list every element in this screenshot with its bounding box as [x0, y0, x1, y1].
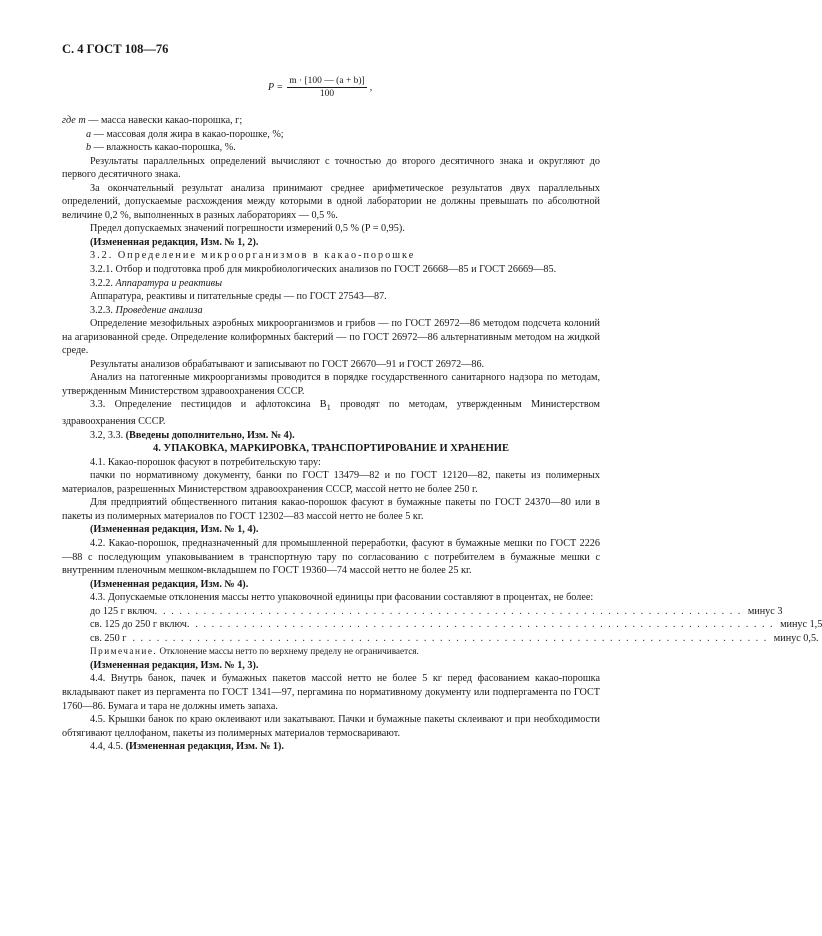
section-heading: 3.2. Определение микроорганизмов в какао-порошке — [90, 250, 416, 262]
formula-numerator: m · [100 — (a + b)] — [289, 76, 365, 86]
where-symbol: где m — [62, 115, 86, 126]
subsection-heading — [62, 277, 600, 291]
where-line-m — [62, 114, 600, 128]
subsection-title: Аппаратура и реактивы — [115, 277, 223, 289]
subsection-number: 3.2.3. — [90, 304, 113, 316]
formula — [268, 76, 372, 99]
paragraph — [62, 398, 600, 428]
document-body — [62, 114, 822, 754]
paragraph: Для предприятий общественного питания какао-порошок фасуют в бумажные пакеты по ГОСТ 24370—80 или в пакеты из полимерных материалов по ГОСТ 12302—83 массой нетто не более 5 кг. — [62, 497, 600, 522]
amendment-text: (Измененная редакция, Изм. № 1). — [125, 741, 284, 753]
page-header: С. 4 ГОСТ 108—76 — [62, 42, 169, 56]
paragraph: Предел допускаемых значений погрешности измерений 0,5 % (P = 0,95). — [90, 223, 405, 235]
formula-lhs: P = — [268, 82, 284, 93]
paragraph: Определение мезофильных аэробных микроорганизмов и грибов — по ГОСТ 26972—86 методом подсчета колоний на агаризованной среде. Определение колиформных бактерий — по ГОСТ 26972—86 альтернативным методом на жидкой среде. — [62, 318, 600, 357]
chapter-heading: 4. УПАКОВКА, МАРКИРОВКА, ТРАНСПОРТИРОВАНИЕ И ХРАНЕНИЕ — [153, 443, 509, 455]
where-text: — масса навески какао-порошка, г; — [85, 115, 243, 126]
paragraph: 4.1. Какао-порошок фасуют в потребительскую тару: — [90, 456, 321, 468]
paragraph: 4.2. Какао-порошок, предназначенный для промышленной переработки, фасуют в бумажные мешки по ГОСТ 2226—88 с последующим упаковыванием в транспортную тару по согласованию с потребителем в бумажные мешки с внутренним пленочным мешком-вкладышем по ГОСТ 19360—74 массой нетто не более 25 кг. — [62, 537, 600, 577]
subsection-title: Проведение анализа — [115, 304, 203, 316]
where-text: — влажность какао-порошка, %. — [91, 142, 236, 154]
tolerance-label: до 125 г включ. — [90, 605, 158, 617]
where-text: — массовая доля жира в какао-порошке, %; — [91, 128, 284, 140]
paragraph: За окончательный результат анализа принимают среднее арифметическое результатов двух параллельных определений, допускаемые расхождения между которыми в одной лаборатории не должны превышать по абсолютной величине 0,2 %, выполненных в разных лабораториях — 0,5 %. — [62, 182, 600, 221]
tolerance-row — [62, 618, 822, 632]
paragraph: Анализ на патогенные микроорганизмы проводится в порядке государственного санитарного надзора по методам, утвержденным Министерством здравоохранения СССР. — [62, 372, 600, 397]
where-symbol: a — [86, 128, 92, 140]
tolerance-value: минус 3 — [747, 605, 783, 617]
tolerance-row — [62, 605, 783, 619]
amendment-note: (Измененная редакция, Изм. № 4). — [90, 578, 249, 590]
tolerance-row — [62, 632, 819, 646]
paragraph: Аппаратура, реактивы и питательные среды — по ГОСТ 27543—87. — [90, 291, 387, 303]
subsection-heading — [62, 304, 600, 318]
note — [62, 645, 600, 659]
clause-numbers: 4.4, 4.5. — [90, 741, 124, 753]
subsection-number: 3.2.2. — [90, 277, 113, 289]
amendment-note: (Измененная редакция, Изм. № 1, 4). — [90, 524, 259, 536]
tolerance-value: минус 0,5. — [773, 632, 819, 644]
clause-numbers: 3.2, 3.3. — [90, 429, 124, 441]
leader-dots: . . . . . . . . . . . . . . . . . . . . . . . . . . . . . . . . . . . . . . . . . . . . . . . . . . . . . . . . . . . . . . . . . . . . . . . . — [163, 605, 742, 617]
formula-fraction — [287, 76, 367, 99]
amendment-note — [62, 740, 600, 754]
tolerance-label: св. 250 г — [90, 632, 127, 644]
subscript: 1 — [326, 402, 331, 413]
leader-dots: . . . . . . . . . . . . . . . . . . . . . . . . . . . . . . . . . . . . . . . . . . . . . . . . . . . . . . . . . . . . . . . . . . . . . . . . . . . . . . . — [132, 632, 768, 644]
paragraph: 4.4. Внутрь банок, пачек и бумажных пакетов массой нетто не более 5 кг перед фасованием какао-порошка вкладывают пакет из пергамента по ГОСТ 1341—97, пергамина по нормативному документу или подпергамента по ГОСТ 1760—86. Бумага и тара не должны иметь запаха. — [62, 673, 600, 712]
text-run: 3.3. Определение пестицидов и афлотоксина B — [90, 399, 327, 411]
paragraph: 3.2.1. Отбор и подготовка проб для микробиологических анализов по ГОСТ 26668—85 и ГОСТ 26669—85. — [90, 264, 557, 276]
paragraph: Результаты параллельных определений вычисляют с точностью до второго десятичного знака и округляют до первого десятичного знака. — [62, 155, 600, 181]
where-line-a — [62, 128, 600, 142]
note-label: Примечание. — [90, 646, 158, 657]
note-text: Отклонение массы нетто по верхнему пределу не ограничивается. — [157, 646, 419, 657]
formula-denominator: 100 — [319, 89, 335, 99]
leader-dots: . . . . . . . . . . . . . . . . . . . . . . . . . . . . . . . . . . . . . . . . . . . . . . . . . . . . . . . . . . . . . . . . . . . . . . . . — [195, 619, 775, 631]
paragraph: пачки по нормативному документу, банки по ГОСТ 13479—82 и по ГОСТ 12120—82, пакеты из полимерных материалов, разрешенных Министерством здравоохранения СССР, массой нетто не более 250 г. — [62, 470, 600, 495]
amendment-text: (Введены дополнительно, Изм. № 4). — [125, 429, 295, 441]
paragraph: 4.5. Крышки банок по краю оклеивают или закатывают. Пачки и бумажные пакеты склеивают и при необходимости обтягивают целлофаном, пакеты из полимерных материалов термосваривают. — [62, 714, 600, 739]
where-symbol: b — [86, 142, 92, 154]
text-run: проводят по методам, утвержденным Министерством здравоохранения СССР. — [62, 399, 601, 428]
formula-tail: , — [369, 82, 373, 93]
tolerance-label: св. 125 до 250 г включ. — [90, 619, 190, 631]
tolerance-value: минус 1,5 — [780, 619, 822, 631]
paragraph: Результаты анализов обрабатывают и записывают по ГОСТ 26670—91 и ГОСТ 26972—86. — [90, 358, 485, 370]
where-line-b — [62, 141, 600, 155]
paragraph: 4.3. Допускаемые отклонения массы нетто упаковочной единицы при фасовании составляют в процентах, не более: — [90, 592, 594, 604]
amendment-note: (Измененная редакция, Изм. № 1, 3). — [90, 659, 259, 671]
amendment-note — [62, 429, 600, 443]
amendment-note: (Измененная редакция, Изм. № 1, 2). — [90, 236, 259, 248]
